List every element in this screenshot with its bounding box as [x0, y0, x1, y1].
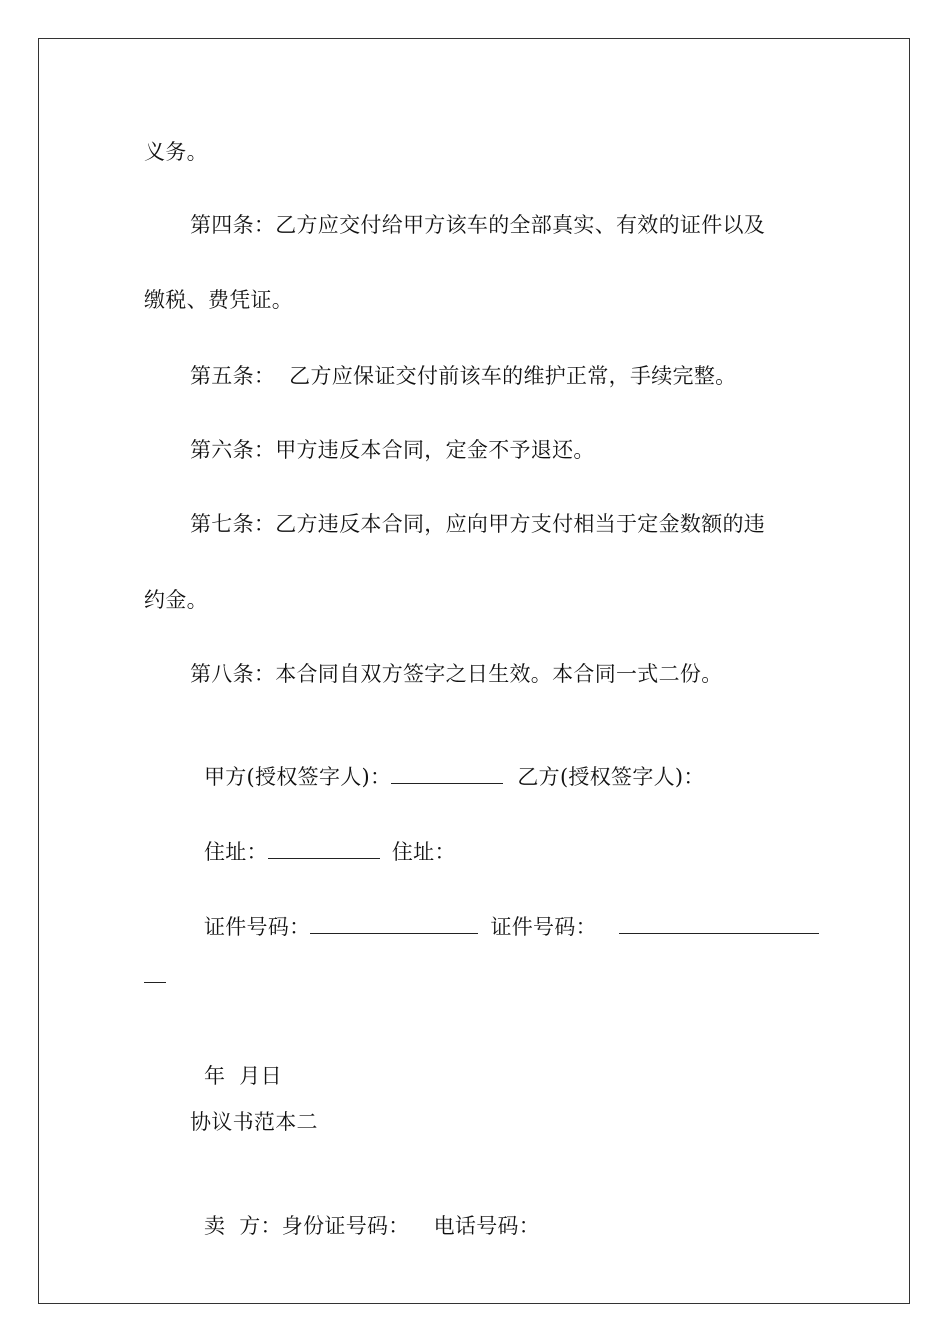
clause-7-line-1: 第七条：乙方违反本合同，应向甲方支付相当于定金数额的违: [190, 512, 766, 536]
date-month-day-label: 月日: [239, 1064, 282, 1088]
text-line-1: 义务。: [144, 140, 208, 164]
party-a-id-blank: [310, 913, 478, 934]
clause-6: 第六条：甲方违反本合同，定金不予退还。: [190, 438, 595, 462]
clause-7-line-2: 约金。: [144, 588, 208, 612]
seller-id-label: 卖 方：身份证号码：: [203, 1214, 410, 1238]
address-line: [190, 810, 456, 866]
clause-5: 第五条： 乙方应保证交付前该车的维护正常，手续完整。: [190, 364, 737, 388]
party-a-address-label: 住址：: [203, 840, 268, 864]
party-a-signatory-label: 甲方(授权签字人)：: [203, 765, 392, 789]
party-a-signature-blank: [391, 763, 503, 784]
date-line: [190, 1034, 282, 1090]
party-b-id-label: 证件号码：: [490, 915, 597, 939]
signatory-line: [190, 735, 705, 791]
party-b-id-blank-continuation: [144, 982, 166, 983]
id-number-line: [190, 885, 819, 941]
clause-4-line-1: 第四条：乙方应交付给甲方该车的全部真实、有效的证件以及: [190, 213, 766, 237]
date-year-label: 年: [203, 1064, 226, 1088]
party-a-address-blank: [268, 838, 380, 859]
party-a-id-label: 证件号码：: [203, 915, 311, 939]
agreement-template-2-title: 协议书范本二: [190, 1110, 318, 1134]
party-b-signatory-label: 乙方(授权签字人)：: [517, 765, 705, 789]
seller-phone-label: 电话号码：: [433, 1214, 541, 1238]
clause-4-line-2: 缴税、费凭证。: [144, 288, 294, 312]
party-b-address-label: 住址：: [391, 840, 456, 864]
clause-8: 第八条：本合同自双方签字之日生效。本合同一式二份。: [190, 662, 723, 686]
party-b-id-blank: [619, 913, 819, 934]
seller-info-line: [190, 1184, 540, 1240]
